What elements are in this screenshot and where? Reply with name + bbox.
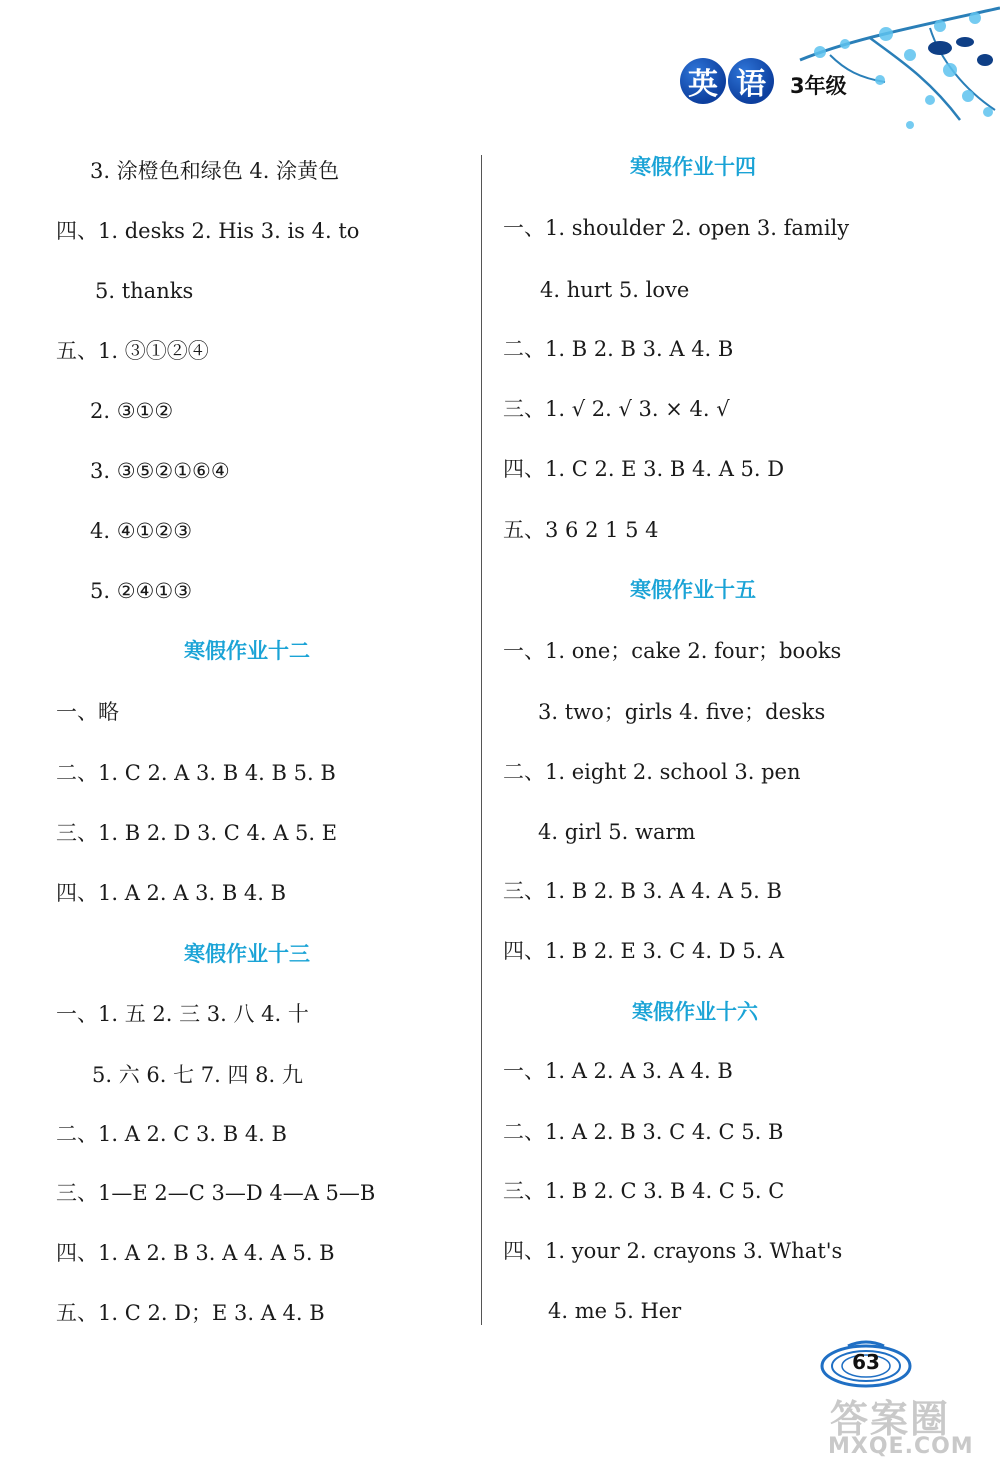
watermark: 答案圈 MXQE.COM [828, 1397, 974, 1459]
answer-line: 四、1. A 2. A 3. B 4. B [56, 881, 287, 905]
answer-line: 3. 涂橙色和绿色 4. 涂黄色 [90, 159, 340, 183]
answer-line: 3. ③⑤②①⑥④ [90, 459, 230, 483]
answer-line: 4. girl 5. warm [538, 820, 696, 844]
section-heading: 寒假作业十二 [184, 639, 310, 663]
answer-line: 三、1—E 2—C 3—D 4—A 5—B [56, 1181, 376, 1205]
answer-line: 一、1. A 2. A 3. A 4. B [503, 1059, 733, 1083]
page-number: 63 [852, 1350, 880, 1374]
answer-line: 五、1. C 2. D；E 3. A 4. B [56, 1301, 325, 1325]
answer-line: 一、1. shoulder 2. open 3. family [503, 216, 850, 240]
answer-line: 5. thanks [95, 279, 194, 303]
answer-line: 二、1. B 2. B 3. A 4. B [503, 337, 734, 361]
column-divider [481, 155, 482, 1325]
section-heading: 寒假作业十四 [630, 155, 756, 179]
answer-line: 三、1. B 2. B 3. A 4. A 5. B [503, 879, 782, 903]
answer-line: 四、1. C 2. E 3. B 4. A 5. D [503, 457, 785, 481]
answer-line: 2. ③①② [90, 399, 174, 423]
answer-line: 一、略 [56, 700, 119, 724]
answer-line: 三、1. B 2. D 3. C 4. A 5. E [56, 821, 338, 845]
answer-line: 5. ②④①③ [90, 579, 193, 603]
answer-line: 四、1. B 2. E 3. C 4. D 5. A [503, 939, 785, 963]
answer-line: 4. hurt 5. love [540, 278, 690, 302]
answer-line: 二、1. eight 2. school 3. pen [503, 760, 801, 784]
answer-line: 4. me 5. Her [548, 1299, 682, 1323]
answer-line: 4. ④①②③ [90, 519, 193, 543]
answer-line: 3. two；girls 4. five；desks [538, 700, 826, 724]
section-heading: 寒假作业十三 [184, 942, 310, 966]
answer-line: 二、1. A 2. C 3. B 4. B [56, 1122, 287, 1146]
answer-line: 四、1. A 2. B 3. A 4. A 5. B [56, 1241, 335, 1265]
answer-line: 一、1. one；cake 2. four；books [503, 639, 842, 663]
subject-badge-yu: 语 [728, 58, 774, 104]
answer-line: 四、1. your 2. crayons 3. What's [503, 1239, 843, 1263]
answer-line: 三、1. B 2. C 3. B 4. C 5. C [503, 1179, 785, 1203]
answer-line: 二、1. C 2. A 3. B 4. B 5. B [56, 761, 336, 785]
answer-line: 三、1. √ 2. √ 3. × 4. √ [503, 397, 730, 421]
grade-label: 3年级 [790, 74, 847, 98]
subject-badge-ying: 英 [680, 58, 726, 104]
answer-line: 四、1. desks 2. His 3. is 4. to [56, 219, 360, 243]
section-heading: 寒假作业十五 [630, 578, 756, 602]
section-heading: 寒假作业十六 [632, 1000, 758, 1024]
answer-line: 5. 六 6. 七 7. 四 8. 九 [92, 1063, 303, 1087]
answer-line: 五、1. ③①②④ [56, 339, 209, 363]
answer-line: 二、1. A 2. B 3. C 4. C 5. B [503, 1120, 784, 1144]
answer-line: 一、1. 五 2. 三 3. 八 4. 十 [56, 1002, 309, 1026]
answer-line: 五、3 6 2 1 5 4 [503, 518, 659, 542]
